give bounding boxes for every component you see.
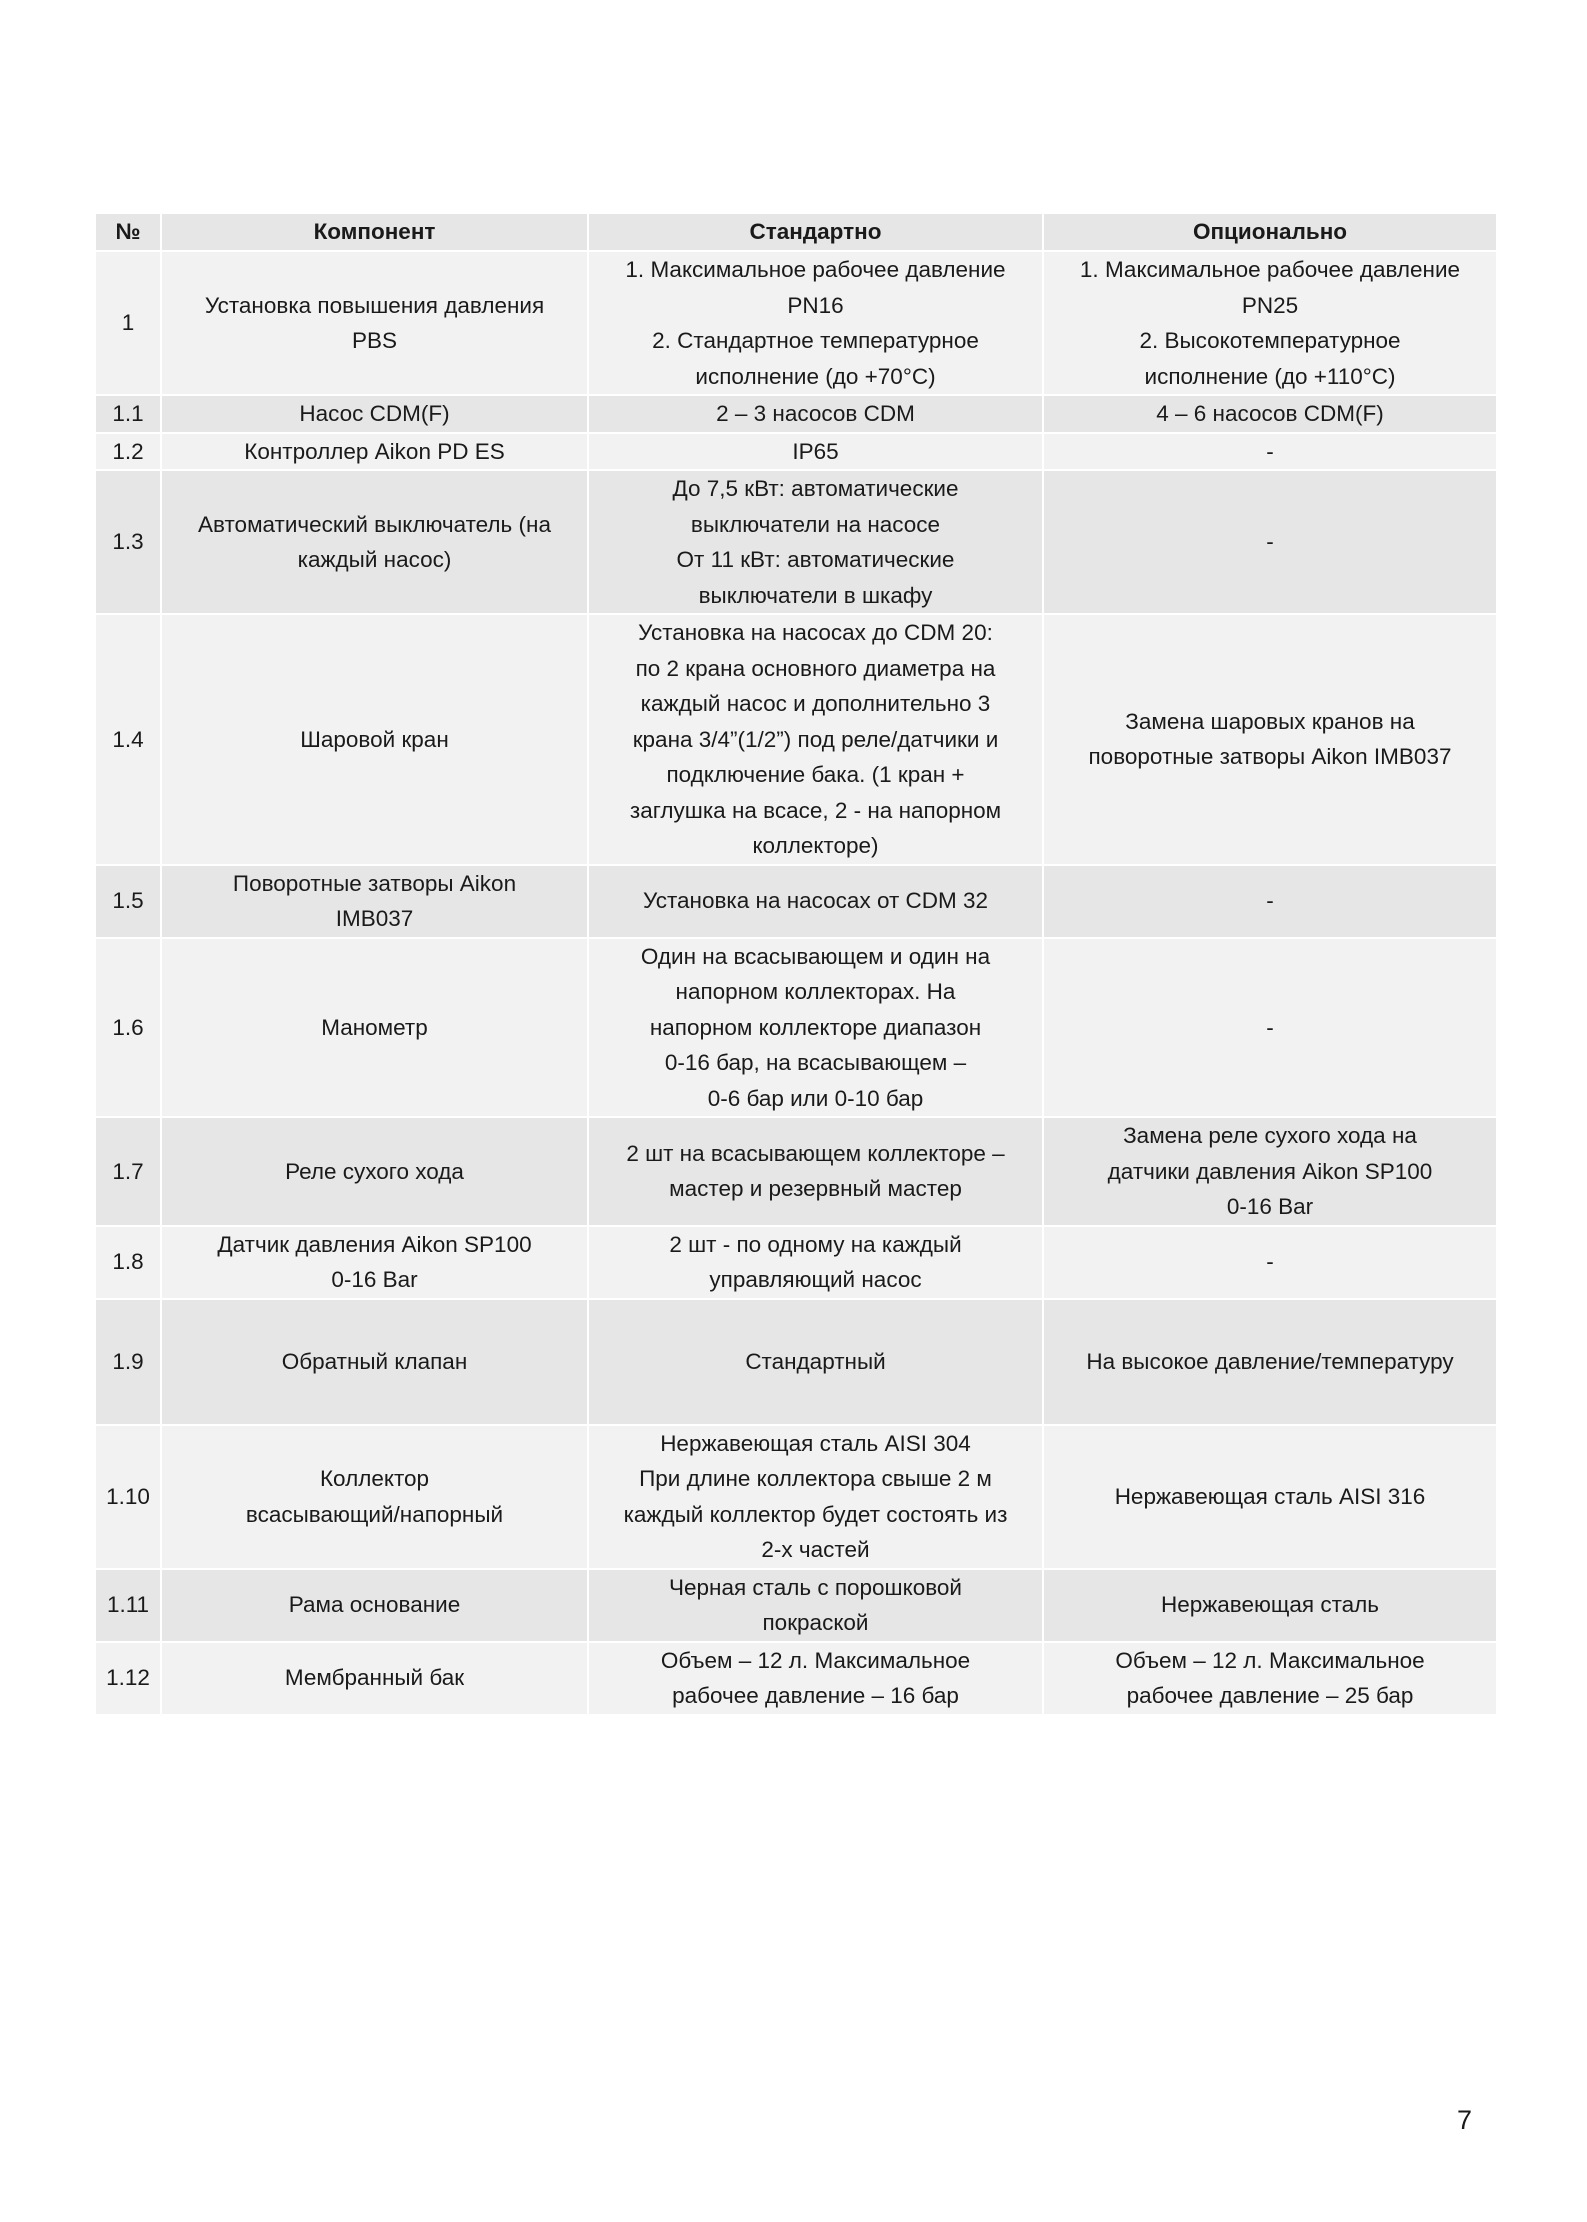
spec-table-body — [95, 251, 1497, 1715]
table-row — [95, 1425, 1497, 1569]
standard-cell: Объем – 12 л. Максимальное рабочее давление – 16 бар — [588, 1642, 1043, 1715]
component-cell: Контроллер Aikon PD ES — [161, 433, 588, 471]
header-component: Компонент — [161, 213, 588, 251]
table-row — [95, 433, 1497, 471]
row-num-cell: 1.9 — [95, 1299, 161, 1425]
row-num-cell: 1 — [95, 251, 161, 395]
component-cell: Установка повышения давления PBS — [161, 251, 588, 395]
component-cell: Автоматический выключатель (на каждый насос) — [161, 470, 588, 614]
standard-cell: 2 шт - по одному на каждый управляющий насос — [588, 1226, 1043, 1299]
optional-cell: Нержавеющая сталь — [1043, 1569, 1497, 1642]
row-num-cell: 1.4 — [95, 614, 161, 865]
row-num-cell: 1.2 — [95, 433, 161, 471]
table-row — [95, 470, 1497, 614]
row-num-cell: 1.11 — [95, 1569, 161, 1642]
optional-cell: На высокое давление/температуру — [1043, 1299, 1497, 1425]
table-row — [95, 1117, 1497, 1226]
optional-cell: - — [1043, 938, 1497, 1118]
standard-cell: Установка на насосах от CDM 32 — [588, 865, 1043, 938]
optional-cell: Замена реле сухого хода на датчики давления Aikon SP100 0-16 Bar — [1043, 1117, 1497, 1226]
standard-cell: 2 шт на всасывающем коллекторе – мастер и резервный мастер — [588, 1117, 1043, 1226]
optional-cell: Объем – 12 л. Максимальное рабочее давление – 25 бар — [1043, 1642, 1497, 1715]
standard-cell: 2 – 3 насосов CDM — [588, 395, 1043, 433]
component-cell: Поворотные затворы Aikon IMB037 — [161, 865, 588, 938]
standard-cell: Черная сталь с порошковой покраской — [588, 1569, 1043, 1642]
row-num-cell: 1.12 — [95, 1642, 161, 1715]
header-num: № — [95, 213, 161, 251]
table-row — [95, 1299, 1497, 1425]
component-cell: Манометр — [161, 938, 588, 1118]
spec-table — [94, 212, 1498, 1716]
optional-cell: - — [1043, 433, 1497, 471]
component-cell: Датчик давления Aikon SP100 0-16 Bar — [161, 1226, 588, 1299]
component-cell: Коллектор всасывающий/напорный — [161, 1425, 588, 1569]
standard-cell: IP65 — [588, 433, 1043, 471]
table-row — [95, 395, 1497, 433]
table-row — [95, 865, 1497, 938]
row-num-cell: 1.3 — [95, 470, 161, 614]
optional-cell: 1. Максимальное рабочее давление PN25 2. Высокотемпературное исполнение (до +110°C) — [1043, 251, 1497, 395]
optional-cell: - — [1043, 865, 1497, 938]
header-optional: Опционально — [1043, 213, 1497, 251]
standard-cell: Стандартный — [588, 1299, 1043, 1425]
component-cell: Рама основание — [161, 1569, 588, 1642]
optional-cell: 4 – 6 насосов CDM(F) — [1043, 395, 1497, 433]
spec-table-head — [95, 213, 1497, 251]
header-standard: Стандартно — [588, 213, 1043, 251]
table-row — [95, 251, 1497, 395]
component-cell: Шаровой кран — [161, 614, 588, 865]
table-row — [95, 1569, 1497, 1642]
row-num-cell: 1.8 — [95, 1226, 161, 1299]
standard-cell: 1. Максимальное рабочее давление PN16 2. Стандартное температурное исполнение (до +70°C) — [588, 251, 1043, 395]
component-cell: Насос CDM(F) — [161, 395, 588, 433]
table-row — [95, 938, 1497, 1118]
header-row — [95, 213, 1497, 251]
optional-cell: - — [1043, 1226, 1497, 1299]
component-cell: Реле сухого хода — [161, 1117, 588, 1226]
page-number: 7 — [1456, 2105, 1472, 2135]
table-row — [95, 1642, 1497, 1715]
row-num-cell: 1.1 — [95, 395, 161, 433]
row-num-cell: 1.6 — [95, 938, 161, 1118]
standard-cell: Нержавеющая сталь AISI 304 При длине коллектора свыше 2 м каждый коллектор будет состоять из 2-х частей — [588, 1425, 1043, 1569]
component-cell: Мембранный бак — [161, 1642, 588, 1715]
standard-cell: Один на всасывающем и один на напорном коллекторах. На напорном коллекторе диапазон 0-16 бар, на всасывающем – 0-6 бар или 0-10 бар — [588, 938, 1043, 1118]
optional-cell: - — [1043, 470, 1497, 614]
row-num-cell: 1.10 — [95, 1425, 161, 1569]
table-row — [95, 1226, 1497, 1299]
optional-cell: Нержавеющая сталь AISI 316 — [1043, 1425, 1497, 1569]
optional-cell: Замена шаровых кранов на поворотные затворы Aikon IMB037 — [1043, 614, 1497, 865]
standard-cell: Установка на насосах до CDM 20: по 2 крана основного диаметра на каждый насос и дополнительно 3 крана 3/4”(1/2”) под реле/датчики и подключение бака. (1 кран + заглушка на всасе, 2 - на напорном коллекторе) — [588, 614, 1043, 865]
standard-cell: До 7,5 кВт: автоматические выключатели на насосе От 11 кВт: автоматические выключатели в шкафу — [588, 470, 1043, 614]
row-num-cell: 1.7 — [95, 1117, 161, 1226]
table-row — [95, 614, 1497, 865]
row-num-cell: 1.5 — [95, 865, 161, 938]
component-cell: Обратный клапан — [161, 1299, 588, 1425]
